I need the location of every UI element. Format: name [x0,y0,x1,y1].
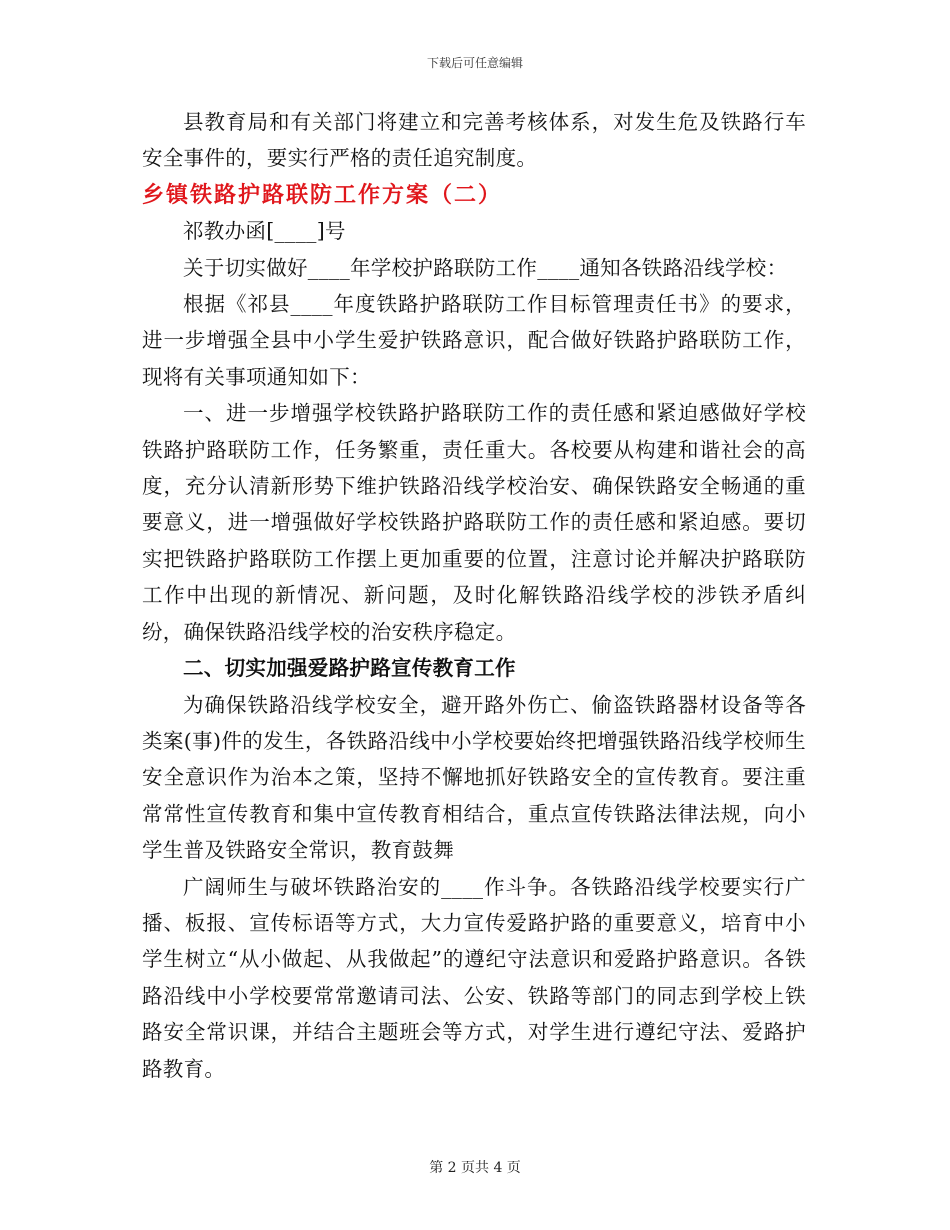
paragraph-section-2-cont: 广阔师生与破坏铁路治安的____作斗争。各铁路沿线学校要实行广播、板报、宣传标语等方式，大力宣传爱路护路的重要意义，培育中小学生树立“从小做起、从我做起”的遵纪守法意识和爱路护路意识。各铁路沿线中小学校要常常邀请司法、公安、铁路等部门的同志到学校上铁路安全常识课，并结合主题班会等方式，对学生进行遵纪守法、爱路护路教育。 [142,874,806,1081]
paragraph-continuation: 县教育局和有关部门将建立和完善考核体系，对发生危及铁路行车安全事件的，要实行严格的责任追究制度。 [142,110,806,171]
document-body [142,104,806,1087]
document-number: 祁教办函[____]号 [183,219,346,244]
paragraph-intro: 根据《祁县____年度铁路护路联防工作目标管理责任书》的要求，进一步增强全县中小学生爱护铁路意识，配合做好铁路护路联防工作，现将有关事项通知如下： [142,292,806,389]
document-title: 乡镇铁路护路联防工作方案（二） [142,181,503,208]
page-footer: 第 2 页共 4 页 [429,1160,521,1176]
notice-heading: 关于切实做好____年学校护路联防工作____通知各铁路沿线学校： [183,255,788,280]
paragraph-section-2: 为确保铁路沿线学校安全，避开路外伤亡、偷盗铁路器材设备等各类案(事)件的发生，各铁路沿线中小学校要始终把增强铁路沿线学校师生安全意识作为治本之策，坚持不懈地抓好铁路安全的宣传教育。要注重常常性宣传教育和集中宣传教育相结合，重点宣传铁路法律法规，向小学生普及铁路安全常识，教育鼓舞 [142,692,806,863]
page-header: 下载后可任意编辑 [426,56,523,70]
paragraph-section-1: 一、进一步增强学校铁路护路联防工作的责任感和紧迫感做好学校铁路护路联防工作，任务繁重，责任重大。各校要从构建和谐社会的高度，充分认清新形势下维护铁路沿线学校治安、确保铁路安全畅通的重要意义，进一增强做好学校铁路护路联防工作的责任感和紧迫感。要切实把铁路护路联防工作摆上更加重要的位置，注意讨论并解决护路联防工作中出现的新情况、新问题，及时化解铁路沿线学校的涉铁矛盾纠纷，确保铁路沿线学校的治安秩序稳定。 [142,401,806,644]
section-2-heading: 二、切实加强爱路护路宣传教育工作 [183,656,516,681]
